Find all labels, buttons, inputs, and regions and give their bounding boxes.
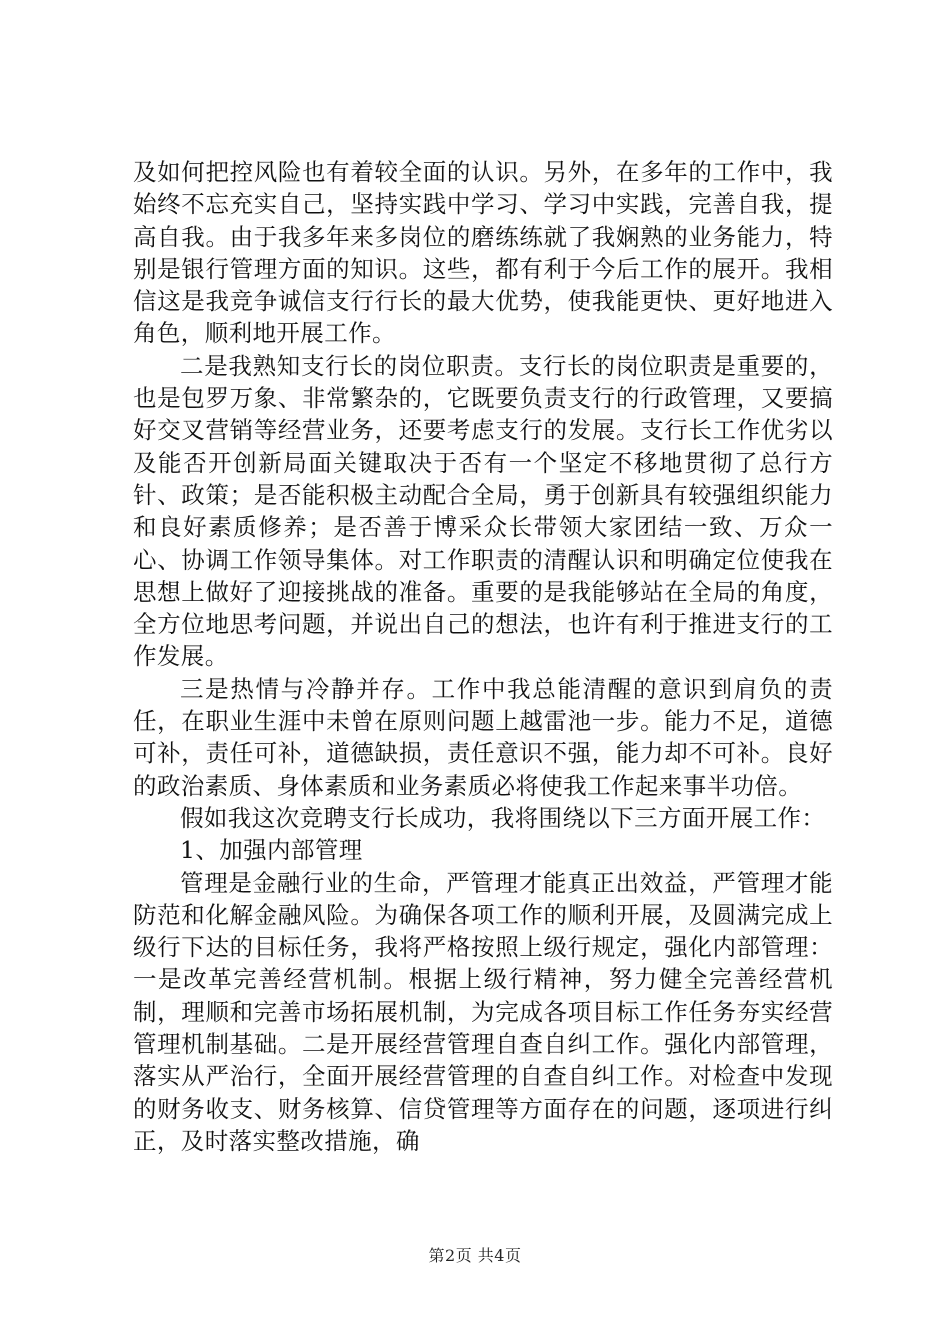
paragraph-point-three: 三是热情与冷静并存。工作中我总能清醒的意识到肩负的责任，在职业生涯中未曾在原则问题上越雷池一步。能力不足，道德可补，责任可补，道德缺损，责任意识不强，能力却不可补。良好的政治素质、身体素质和业务素质必将使我工作起来事半功倍。 <box>133 674 833 800</box>
paragraph-continued: 及如何把控风险也有着较全面的认识。另外，在多年的工作中，我始终不忘充实自己，坚持实践中学习、学习中实践，完善自我，提高自我。由于我多年来多岗位的磨练练就了我娴熟的业务能力，特别是银行管理方面的知识。这些，都有利于今后工作的展开。我相信这是我竞争诚信支行行长的最大优势，使我能更快、更好地进入角色，顺利地开展工作。 <box>133 158 833 348</box>
page-number-footer: 第2页 共4页 <box>428 1246 522 1265</box>
document-body <box>133 156 833 1157</box>
paragraph-internal-management: 管理是金融行业的生命，严管理才能真正出效益，严管理才能防范和化解金融风险。为确保各项工作的顺利开展，及圆满完成上级行下达的目标任务，我将严格按照上级行规定，强化内部管理：一是改革完善经营机制。根据上级行精神，努力健全完善经营机制，理顺和完善市场拓展机制，为完成各项目标工作任务夯实经营管理机制基础。二是开展经营管理自查自纠工作。强化内部管理，落实从严治行，全面开展经营管理的自查自纠工作。对检查中发现的财务收支、财务核算、信贷管理等方面存在的问题，逐项进行纠正，及时落实整改措施，确 <box>133 868 833 1155</box>
section-heading: 1、加强内部管理 <box>180 836 363 865</box>
paragraph-point-two: 二是我熟知支行长的岗位职责。支行长的岗位职责是重要的，也是包罗万象、非常繁杂的，它既要负责支行的行政管理，又要搞好交叉营销等经营业务，还要考虑支行的发展。支行长工作优劣以及能否开创新局面关键取决于否有一个坚定不移地贯彻了总行方针、政策；是否能积极主动配合全局，勇于创新具有较强组织能力和良好素质修养；是否善于博采众长带领大家团结一致、万众一心、协调工作领导集体。对工作职责的清醒认识和明确定位使我在思想上做好了迎接挑战的准备。重要的是我能够站在全局的角度，全方位地思考问题，并说出自己的想法，也许有利于推进支行的工作发展。 <box>133 351 833 671</box>
paragraph-plan-intro: 假如我这次竞聘支行长成功，我将围绕以下三方面开展工作： <box>180 803 826 832</box>
